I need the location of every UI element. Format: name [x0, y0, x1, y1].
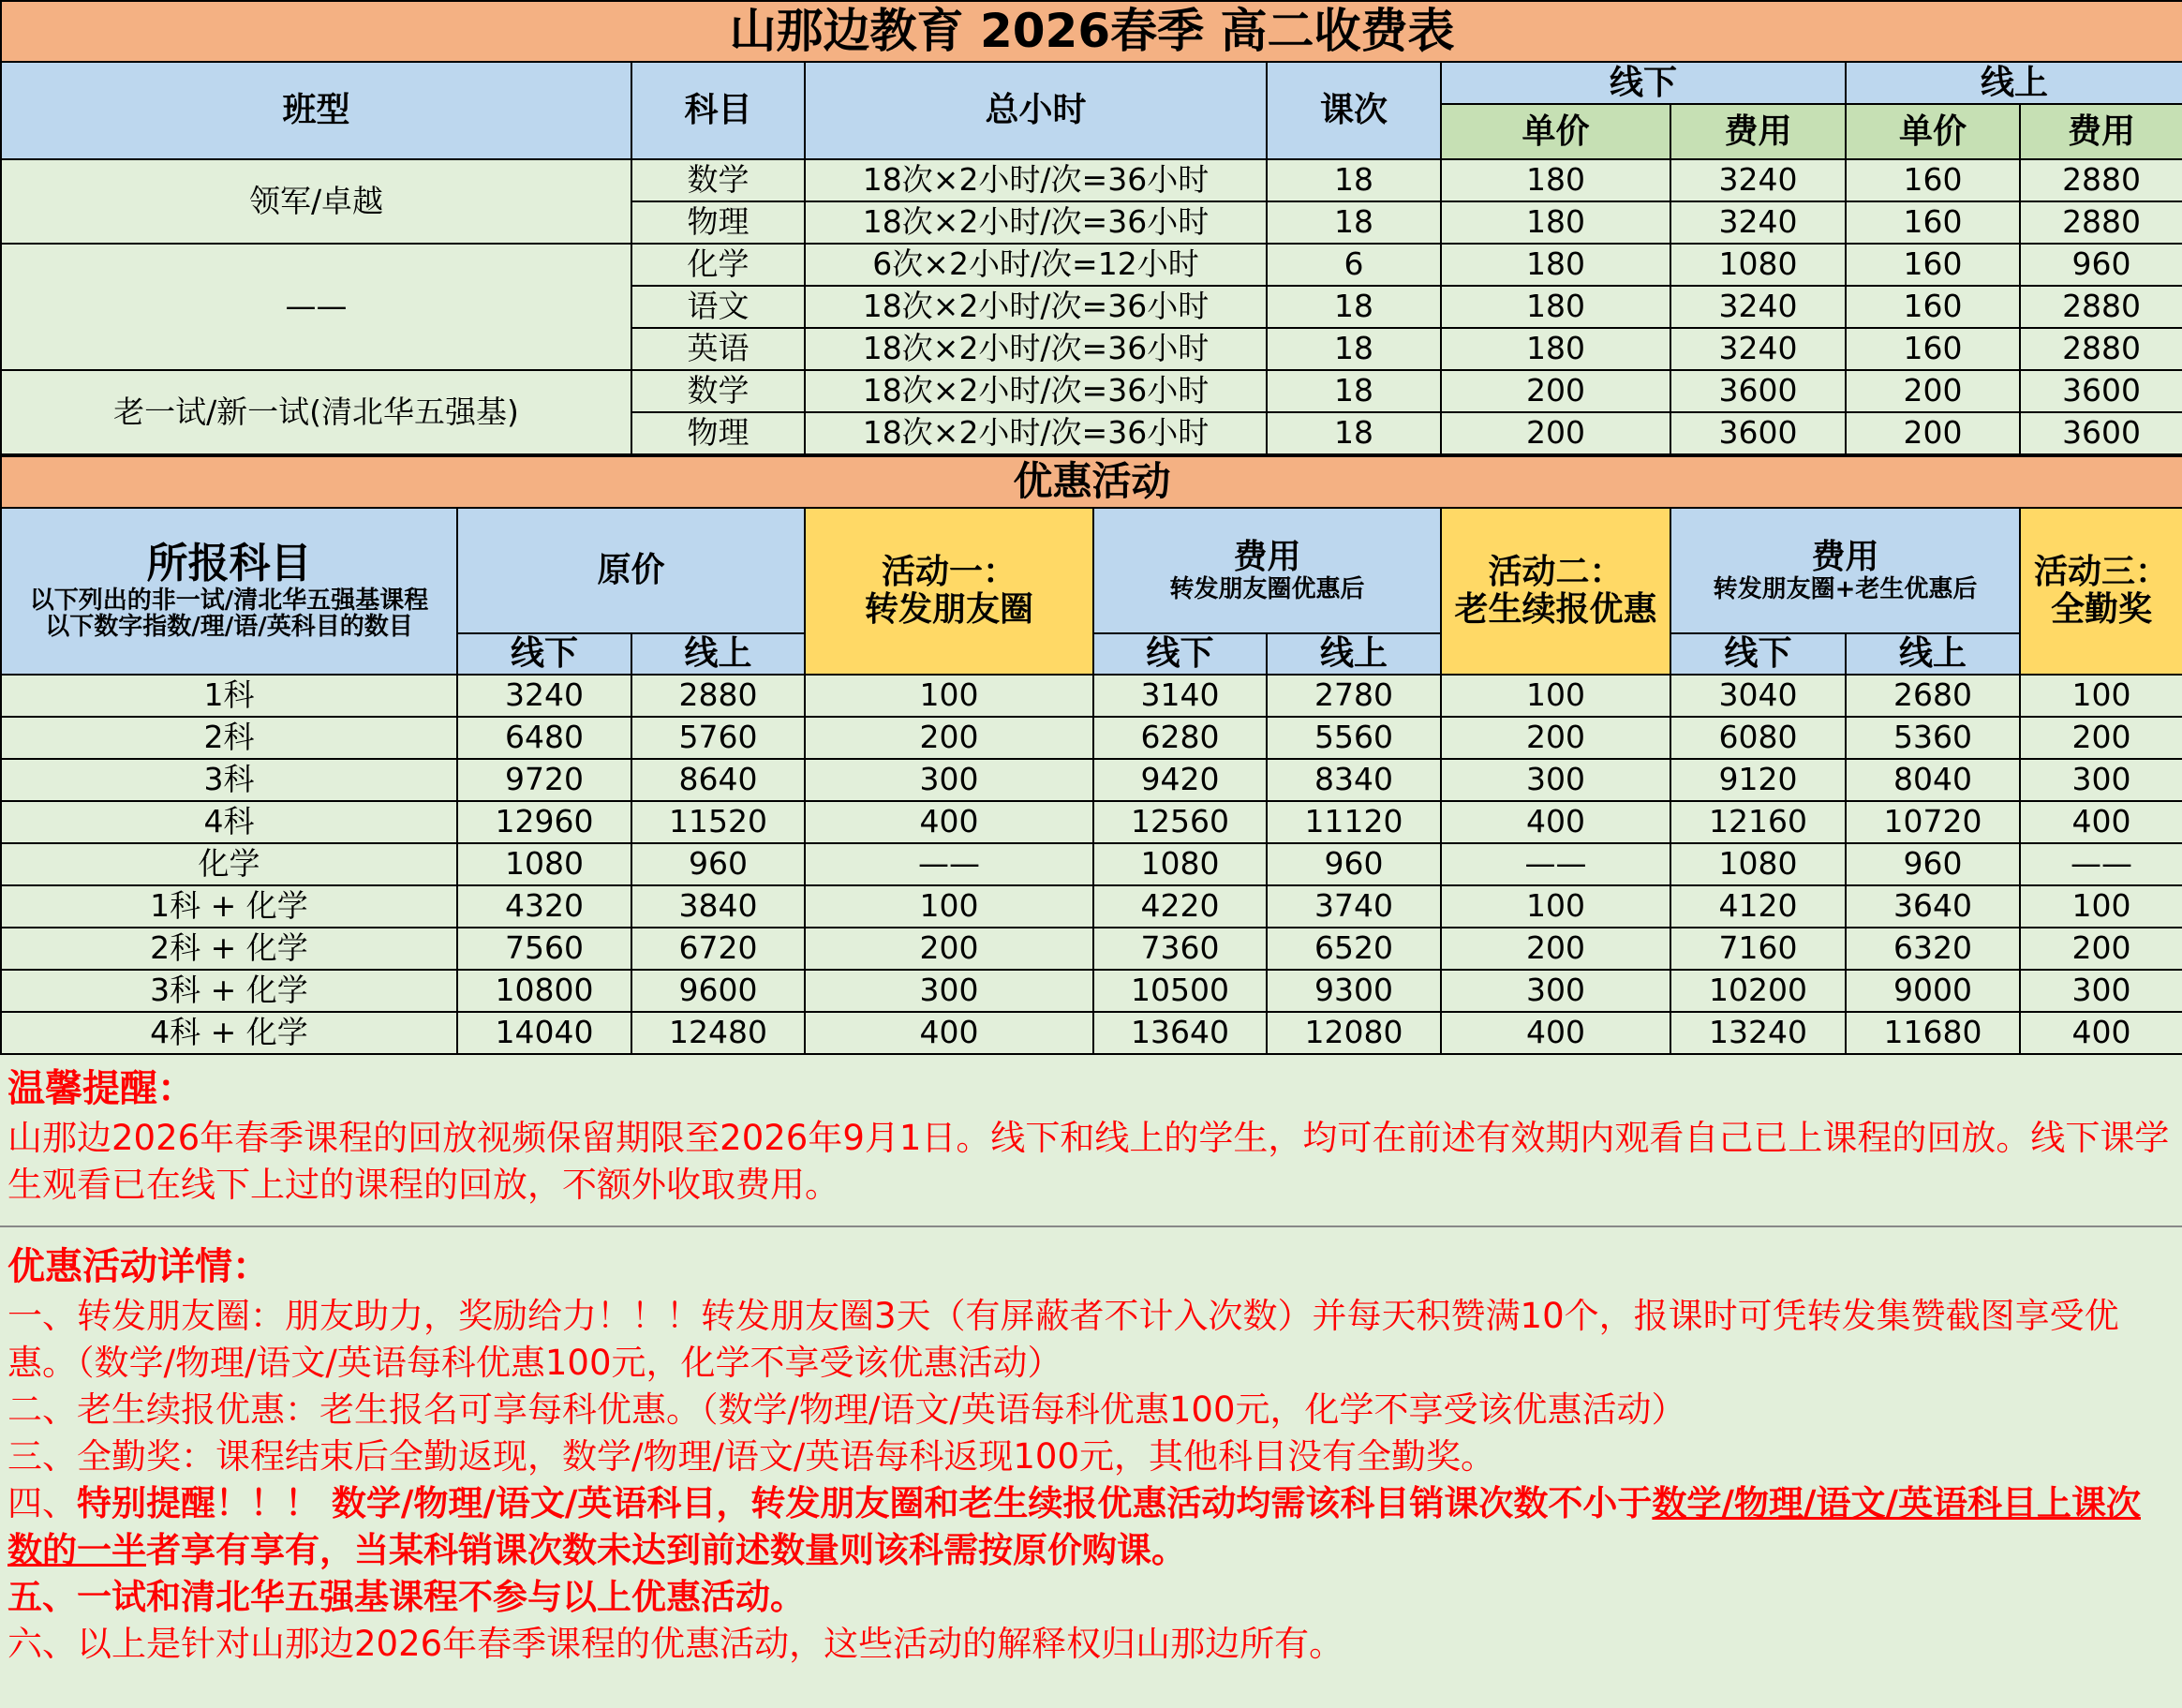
class-type-cell: 老一试/新一试(清北华五强基): [1, 370, 631, 454]
act3-cell: 100: [2020, 675, 2182, 717]
subject-cell: 英语: [631, 328, 805, 370]
fee2-online-cell: 6320: [1846, 928, 2020, 970]
fee1-offline-cell: 4220: [1093, 885, 1267, 928]
activity-1-label: 活动一：: [881, 553, 1017, 592]
on-fee-cell: 3600: [2020, 412, 2182, 454]
subjects-cell: 1科 + 化学: [1, 885, 457, 928]
table-row: [1, 1012, 2182, 1054]
subjects-cell: 3科 + 化学: [1, 970, 457, 1012]
orig-online-cell: 12480: [631, 1012, 805, 1054]
header-offline: 线下: [1441, 62, 1846, 104]
off-unit-cell: 200: [1441, 370, 1670, 412]
promo-item-4: [7, 1480, 2175, 1574]
fee1-label: 费用: [1233, 537, 1301, 576]
orig-offline-cell: 9720: [457, 759, 631, 801]
act1-cell: 100: [805, 885, 1093, 928]
off-fee-cell: 3240: [1670, 286, 1846, 328]
fee1-online-cell: 5560: [1267, 717, 1441, 759]
orig-online-cell: 960: [631, 843, 805, 885]
table-row: [1, 970, 2182, 1012]
fee1-offline-cell: 3140: [1093, 675, 1267, 717]
header-activity-1: [805, 508, 1093, 675]
divider: [0, 1225, 2182, 1227]
promo-item-1: 一、转发朋友圈：朋友助力，奖励给力！！！转发朋友圈3天（有屏蔽者不计入次数）并每天积赞满10个，报课时可凭转发集赞截图享受优惠。（数学/物理/语文/英语每科优惠100元，化学不享受该优惠活动）: [7, 1296, 2119, 1383]
subjects-cell: 化学: [1, 843, 457, 885]
original-online: 线上: [631, 633, 805, 675]
on-unit-cell: 160: [1846, 201, 2020, 244]
enrolled-subjects-title: 所报科目: [146, 540, 312, 588]
act2-cell: 100: [1441, 675, 1670, 717]
fee2-offline-cell: 3040: [1670, 675, 1846, 717]
fee2-online-cell: 2680: [1846, 675, 2020, 717]
fee1-online-cell: 11120: [1267, 801, 1441, 843]
subject-cell: 语文: [631, 286, 805, 328]
original-offline: 线下: [457, 633, 631, 675]
orig-online-cell: 8640: [631, 759, 805, 801]
subjects-cell: 2科 + 化学: [1, 928, 457, 970]
orig-offline-cell: 14040: [457, 1012, 631, 1054]
fee2-online-cell: 10720: [1846, 801, 2020, 843]
act1-cell: 400: [805, 801, 1093, 843]
hours-cell: 18次×2小时/次=36小时: [805, 328, 1267, 370]
orig-online-cell: 5760: [631, 717, 805, 759]
hours-cell: 18次×2小时/次=36小时: [805, 201, 1267, 244]
item4-prefix: 四、: [7, 1483, 77, 1523]
act1-cell: 300: [805, 970, 1093, 1012]
promo-table: [0, 455, 2182, 1055]
fee2-offline-cell: 9120: [1670, 759, 1846, 801]
promo-item-5: 五、一试和清北华五强基课程不参与以上优惠活动。: [7, 1577, 805, 1617]
act3-cell: 400: [2020, 801, 2182, 843]
promo-band-title: 优惠活动: [1, 456, 2182, 508]
fee2-label: 费用: [1811, 537, 1879, 576]
enrolled-subjects-note-2: 以下数字指数/理/语/英科目的数目: [45, 613, 413, 642]
header-subject: 科目: [631, 62, 805, 159]
sessions-cell: 18: [1267, 370, 1441, 412]
fee1-online-cell: 8340: [1267, 759, 1441, 801]
fee1-online-cell: 960: [1267, 843, 1441, 885]
act3-cell: 400: [2020, 1012, 2182, 1054]
fee2-online-cell: 5360: [1846, 717, 2020, 759]
fee2-offline-cell: 6080: [1670, 717, 1846, 759]
promo-item-3: 三、全勤奖：课程结束后全勤返现，数学/物理/语文/英语每科返现100元，其他科目没有全勤奖。: [7, 1436, 1496, 1477]
orig-offline-cell: 10800: [457, 970, 631, 1012]
on-fee-cell: 2880: [2020, 328, 2182, 370]
fee1-online-cell: 6520: [1267, 928, 1441, 970]
fee1-online-cell: 9300: [1267, 970, 1441, 1012]
subjects-cell: 4科 + 化学: [1, 1012, 457, 1054]
act1-cell: 300: [805, 759, 1093, 801]
fee1-offline-cell: 6280: [1093, 717, 1267, 759]
act3-cell: 100: [2020, 885, 2182, 928]
act2-cell: 100: [1441, 885, 1670, 928]
fee1-online-cell: 2780: [1267, 675, 1441, 717]
reminder-text: 山那边2026年春季课程的回放视频保留期限至2026年9月1日。线下和线上的学生，均可在前述有效期内观看自己已上课程的回放。线下课学生观看已在线下上过的课程的回放，不额外收取费用。: [7, 1118, 2170, 1205]
orig-offline-cell: 1080: [457, 843, 631, 885]
subject-cell: 物理: [631, 412, 805, 454]
off-fee-cell: 3240: [1670, 159, 1846, 201]
subject-cell: 数学: [631, 159, 805, 201]
table-row: [1, 885, 2182, 928]
fee1-offline-cell: 13640: [1093, 1012, 1267, 1054]
act1-cell: ——: [805, 843, 1093, 885]
on-fee-cell: 2880: [2020, 286, 2182, 328]
on-fee-cell: 960: [2020, 244, 2182, 286]
act3-cell: 200: [2020, 717, 2182, 759]
fee1-offline-cell: 9420: [1093, 759, 1267, 801]
act3-cell: 300: [2020, 759, 2182, 801]
header-online-unit: 单价: [1846, 104, 2020, 159]
act2-cell: 200: [1441, 717, 1670, 759]
on-unit-cell: 200: [1846, 412, 2020, 454]
subject-cell: 数学: [631, 370, 805, 412]
item4-underline: 数学/物理/语文/英语科目上课次数的一半: [7, 1483, 2141, 1570]
act1-cell: 200: [805, 717, 1093, 759]
act2-cell: 300: [1441, 759, 1670, 801]
subjects-cell: 1科: [1, 675, 457, 717]
on-unit-cell: 200: [1846, 370, 2020, 412]
fee1-offline-cell: 10500: [1093, 970, 1267, 1012]
fee1-online: 线上: [1267, 633, 1441, 675]
orig-online-cell: 3840: [631, 885, 805, 928]
orig-online-cell: 11520: [631, 801, 805, 843]
off-fee-cell: 3600: [1670, 412, 1846, 454]
fee2-offline-cell: 4120: [1670, 885, 1846, 928]
on-unit-cell: 160: [1846, 286, 2020, 328]
header-sessions: 课次: [1267, 62, 1441, 159]
item4-suffix: 者享有享有，当某科销课次数未达到前述数量则该科需按原价购课。: [146, 1530, 1186, 1570]
activity-3-name: 全勤奖: [2051, 590, 2153, 629]
fee2-online-cell: 3640: [1846, 885, 2020, 928]
off-unit-cell: 180: [1441, 201, 1670, 244]
subject-cell: 物理: [631, 201, 805, 244]
off-unit-cell: 180: [1441, 328, 1670, 370]
table-row: [1, 928, 2182, 970]
off-unit-cell: 180: [1441, 244, 1670, 286]
fee1-note: 转发朋友圈优惠后: [1169, 574, 1365, 603]
hours-cell: 18次×2小时/次=36小时: [805, 370, 1267, 412]
table-row: [1, 759, 2182, 801]
on-unit-cell: 160: [1846, 328, 2020, 370]
fee2-offline: 线下: [1670, 633, 1846, 675]
header-online-fee: 费用: [2020, 104, 2182, 159]
subject-cell: 化学: [631, 244, 805, 286]
on-fee-cell: 3600: [2020, 370, 2182, 412]
page-title: 山那边教育 2026春季 高二收费表: [1, 1, 2182, 62]
act3-cell: 200: [2020, 928, 2182, 970]
promo-item-2: 二、老生续报优惠：老生报名可享每科优惠。（数学/物理/语文/英语每科优惠100元，化学不享受该优惠活动）: [7, 1389, 1686, 1430]
orig-online-cell: 6720: [631, 928, 805, 970]
fee2-offline-cell: 13240: [1670, 1012, 1846, 1054]
fee1-offline-cell: 7360: [1093, 928, 1267, 970]
act2-cell: 200: [1441, 928, 1670, 970]
subjects-cell: 4科: [1, 801, 457, 843]
fee1-offline: 线下: [1093, 633, 1267, 675]
activity-1-name: 转发朋友圈: [864, 590, 1033, 629]
subjects-cell: 2科: [1, 717, 457, 759]
header-activity-2: [1441, 508, 1670, 675]
table-row: [1, 843, 2182, 885]
class-type-cell: ——: [1, 244, 631, 370]
header-offline-fee: 费用: [1670, 104, 1846, 159]
hours-cell: 6次×2小时/次=12小时: [805, 244, 1267, 286]
sessions-cell: 18: [1267, 159, 1441, 201]
sessions-cell: 6: [1267, 244, 1441, 286]
off-fee-cell: 3240: [1670, 201, 1846, 244]
header-class-type: 班型: [1, 62, 631, 159]
class-type-cell: 领军/卓越: [1, 159, 631, 244]
table-row: [1, 244, 2182, 286]
on-fee-cell: 2880: [2020, 159, 2182, 201]
act2-cell: 400: [1441, 801, 1670, 843]
table-row: [1, 159, 2182, 201]
fee2-offline-cell: 10200: [1670, 970, 1846, 1012]
activity-2-label: 活动二：: [1488, 553, 1624, 592]
off-unit-cell: 180: [1441, 159, 1670, 201]
hours-cell: 18次×2小时/次=36小时: [805, 412, 1267, 454]
fee1-offline-cell: 12560: [1093, 801, 1267, 843]
fee2-online-cell: 8040: [1846, 759, 2020, 801]
fee1-offline-cell: 1080: [1093, 843, 1267, 885]
act1-cell: 100: [805, 675, 1093, 717]
sessions-cell: 18: [1267, 412, 1441, 454]
header-online: 线上: [1846, 62, 2182, 104]
fee2-note: 转发朋友圈+老生优惠后: [1713, 574, 1978, 603]
hours-cell: 18次×2小时/次=36小时: [805, 159, 1267, 201]
sessions-cell: 18: [1267, 201, 1441, 244]
fee2-online-cell: 960: [1846, 843, 2020, 885]
fee2-offline-cell: 7160: [1670, 928, 1846, 970]
orig-online-cell: 2880: [631, 675, 805, 717]
fee2-online: 线上: [1846, 633, 2020, 675]
act3-cell: ——: [2020, 843, 2182, 885]
fee1-online-cell: 3740: [1267, 885, 1441, 928]
fee-table: [0, 0, 2182, 455]
header-fee-after-act1: [1093, 508, 1441, 633]
fee2-offline-cell: 12160: [1670, 801, 1846, 843]
act3-cell: 300: [2020, 970, 2182, 1012]
act1-cell: 200: [805, 928, 1093, 970]
orig-online-cell: 9600: [631, 970, 805, 1012]
act2-cell: 300: [1441, 970, 1670, 1012]
header-activity-3: [2020, 508, 2182, 675]
orig-offline-cell: 7560: [457, 928, 631, 970]
orig-offline-cell: 3240: [457, 675, 631, 717]
on-unit-cell: 160: [1846, 244, 2020, 286]
item4-bold: 特别提醒！！！ 数学/物理/语文/英语科目，转发朋友圈和老生续报优惠活动均需该科目销课次数不小于: [77, 1483, 1653, 1523]
orig-offline-cell: 12960: [457, 801, 631, 843]
off-unit-cell: 200: [1441, 412, 1670, 454]
table-row: [1, 675, 2182, 717]
fee2-offline-cell: 1080: [1670, 843, 1846, 885]
header-enrolled-subjects: [1, 508, 457, 675]
promo-item-6: 六、以上是针对山那边2026年春季课程的优惠活动，这些活动的解释权归山那边所有。: [7, 1624, 1344, 1664]
header-fee-after-act2: [1670, 508, 2020, 633]
on-unit-cell: 160: [1846, 159, 2020, 201]
sessions-cell: 18: [1267, 328, 1441, 370]
off-fee-cell: 3600: [1670, 370, 1846, 412]
orig-offline-cell: 6480: [457, 717, 631, 759]
table-row: [1, 801, 2182, 843]
fee2-online-cell: 9000: [1846, 970, 2020, 1012]
header-offline-unit: 单价: [1441, 104, 1670, 159]
act2-cell: 400: [1441, 1012, 1670, 1054]
table-row: [1, 370, 2182, 412]
off-fee-cell: 1080: [1670, 244, 1846, 286]
table-row: [1, 717, 2182, 759]
reminder-title: 温馨提醒：: [7, 1067, 195, 1110]
on-fee-cell: 2880: [2020, 201, 2182, 244]
activity-3-label: 活动三：: [2034, 553, 2170, 592]
fee1-online-cell: 12080: [1267, 1012, 1441, 1054]
orig-offline-cell: 4320: [457, 885, 631, 928]
details-title: 优惠活动详情：: [7, 1245, 270, 1288]
hours-cell: 18次×2小时/次=36小时: [805, 286, 1267, 328]
off-unit-cell: 180: [1441, 286, 1670, 328]
sessions-cell: 18: [1267, 286, 1441, 328]
header-original-price: 原价: [457, 508, 805, 633]
enrolled-subjects-note-1: 以下列出的非一试/清北华五强基课程: [29, 586, 429, 615]
act1-cell: 400: [805, 1012, 1093, 1054]
header-total-hours: 总小时: [805, 62, 1267, 159]
activity-2-name: 老生续报优惠: [1454, 590, 1657, 629]
fee2-online-cell: 11680: [1846, 1012, 2020, 1054]
act2-cell: ——: [1441, 843, 1670, 885]
subjects-cell: 3科: [1, 759, 457, 801]
off-fee-cell: 3240: [1670, 328, 1846, 370]
notes-section: [0, 1055, 2182, 1668]
